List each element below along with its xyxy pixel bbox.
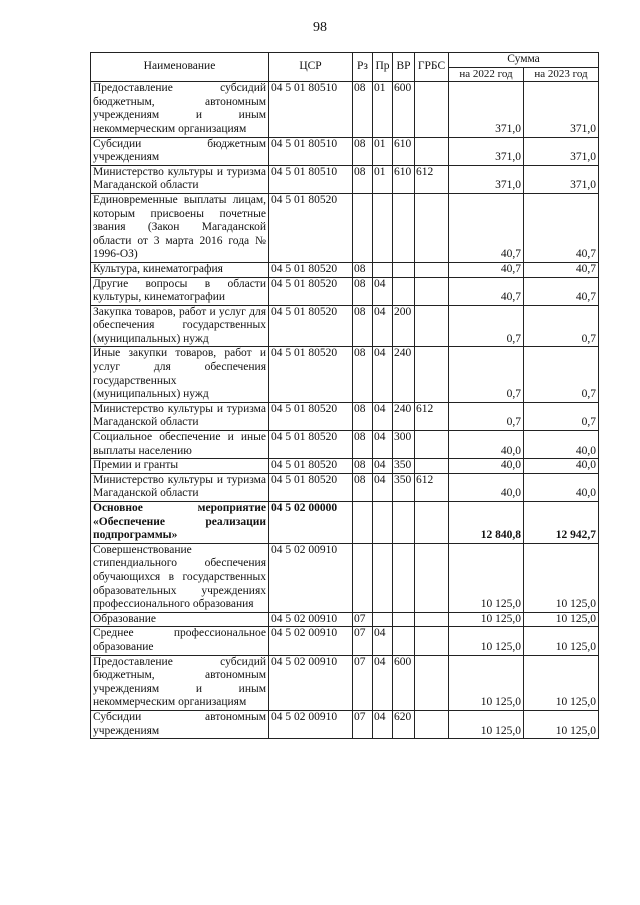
row-pr: 04 — [373, 710, 393, 738]
row-grbs — [415, 262, 449, 277]
row-grbs — [415, 612, 449, 627]
row-rz: 08 — [353, 277, 373, 305]
row-rz: 08 — [353, 347, 373, 402]
row-vr: 600 — [393, 655, 415, 710]
table-row — [91, 459, 599, 474]
row-name: Закупка товаров, работ и услуг для обеспечения государственных (муниципальных) нужд — [91, 305, 269, 347]
row-grbs — [415, 459, 449, 474]
row-sum-2023: 371,0 — [524, 165, 599, 193]
row-sum-2023: 12 942,7 — [524, 502, 599, 544]
header-name: Наименование — [91, 53, 269, 82]
row-sum-2022: 10 125,0 — [449, 612, 524, 627]
row-rz: 08 — [353, 459, 373, 474]
row-grbs: 612 — [415, 165, 449, 193]
row-vr — [393, 193, 415, 262]
row-name: Премии и гранты — [91, 459, 269, 474]
table-row — [91, 82, 599, 137]
table-row — [91, 402, 599, 430]
row-sum-2023: 371,0 — [524, 82, 599, 137]
row-vr: 200 — [393, 305, 415, 347]
row-sum-2022: 40,7 — [449, 262, 524, 277]
row-rz: 08 — [353, 82, 373, 137]
row-grbs — [415, 82, 449, 137]
row-sum-2023: 10 125,0 — [524, 655, 599, 710]
row-pr — [373, 502, 393, 544]
page-number: 98 — [313, 20, 327, 35]
header-year-2023: на 2023 год — [524, 67, 599, 82]
row-grbs — [415, 193, 449, 262]
row-grbs — [415, 655, 449, 710]
row-csr: 04 5 02 00000 — [269, 502, 353, 544]
row-csr: 04 5 01 80520 — [269, 262, 353, 277]
table-row — [91, 305, 599, 347]
row-csr: 04 5 01 80520 — [269, 305, 353, 347]
row-rz: 08 — [353, 473, 373, 501]
table-row — [91, 473, 599, 501]
row-rz — [353, 543, 373, 612]
row-vr: 620 — [393, 710, 415, 738]
row-csr: 04 5 02 00910 — [269, 710, 353, 738]
header-grbs: ГРБС — [415, 53, 449, 82]
row-pr: 04 — [373, 347, 393, 402]
row-name: Субсидии бюджетным учреждениям — [91, 137, 269, 165]
row-sum-2023: 40,7 — [524, 277, 599, 305]
row-rz: 08 — [353, 431, 373, 459]
table-row — [91, 543, 599, 612]
row-vr: 610 — [393, 165, 415, 193]
row-grbs — [415, 347, 449, 402]
row-sum-2023: 40,7 — [524, 193, 599, 262]
header-sum: Сумма — [449, 53, 599, 68]
row-pr: 04 — [373, 305, 393, 347]
row-name: Образование — [91, 612, 269, 627]
row-rz: 07 — [353, 627, 373, 655]
row-grbs — [415, 137, 449, 165]
row-vr: 300 — [393, 431, 415, 459]
row-name: Министерство культуры и туризма Магаданской области — [91, 473, 269, 501]
row-csr: 04 5 02 00910 — [269, 612, 353, 627]
row-name: Социальное обеспечение и иные выплаты населению — [91, 431, 269, 459]
row-name: Министерство культуры и туризма Магаданской области — [91, 165, 269, 193]
header-rz: Рз — [353, 53, 373, 82]
row-name: Основное мероприятие «Обеспечение реализации подпрограммы» — [91, 502, 269, 544]
row-name: Среднее профессиональное образование — [91, 627, 269, 655]
row-pr — [373, 612, 393, 627]
row-sum-2022: 0,7 — [449, 305, 524, 347]
row-vr — [393, 543, 415, 612]
row-vr: 240 — [393, 402, 415, 430]
row-sum-2022: 40,7 — [449, 277, 524, 305]
table-row — [91, 137, 599, 165]
row-csr: 04 5 01 80520 — [269, 473, 353, 501]
row-grbs — [415, 431, 449, 459]
table-row — [91, 262, 599, 277]
row-vr: 350 — [393, 473, 415, 501]
row-name: Министерство культуры и туризма Магаданской области — [91, 402, 269, 430]
row-pr: 04 — [373, 459, 393, 474]
row-grbs — [415, 305, 449, 347]
row-name: Иные закупки товаров, работ и услуг для обеспечения государственных (муниципальных) нужд — [91, 347, 269, 402]
row-pr: 01 — [373, 165, 393, 193]
row-grbs — [415, 710, 449, 738]
row-vr — [393, 262, 415, 277]
row-name: Другие вопросы в области культуры, кинематографии — [91, 277, 269, 305]
budget-table — [90, 52, 599, 739]
row-sum-2023: 0,7 — [524, 305, 599, 347]
row-pr: 04 — [373, 402, 393, 430]
row-pr: 01 — [373, 137, 393, 165]
row-sum-2022: 10 125,0 — [449, 710, 524, 738]
row-grbs — [415, 277, 449, 305]
row-sum-2022: 12 840,8 — [449, 502, 524, 544]
row-sum-2023: 371,0 — [524, 137, 599, 165]
header-row-1 — [91, 53, 599, 68]
row-vr: 600 — [393, 82, 415, 137]
row-vr — [393, 277, 415, 305]
row-sum-2023: 0,7 — [524, 347, 599, 402]
row-sum-2022: 40,0 — [449, 459, 524, 474]
header-vr: ВР — [393, 53, 415, 82]
row-csr: 04 5 01 80520 — [269, 431, 353, 459]
row-csr: 04 5 02 00910 — [269, 627, 353, 655]
table-row — [91, 710, 599, 738]
row-name: Субсидии автономным учреждениям — [91, 710, 269, 738]
row-grbs: 612 — [415, 473, 449, 501]
row-sum-2022: 371,0 — [449, 137, 524, 165]
row-vr — [393, 627, 415, 655]
row-rz: 07 — [353, 655, 373, 710]
row-grbs: 612 — [415, 402, 449, 430]
row-sum-2022: 371,0 — [449, 165, 524, 193]
row-rz — [353, 502, 373, 544]
row-vr — [393, 612, 415, 627]
row-pr — [373, 543, 393, 612]
row-rz: 08 — [353, 165, 373, 193]
row-pr: 04 — [373, 277, 393, 305]
row-sum-2022: 10 125,0 — [449, 655, 524, 710]
table-row — [91, 502, 599, 544]
row-rz: 08 — [353, 305, 373, 347]
row-sum-2023: 40,0 — [524, 431, 599, 459]
header-pr: Пр — [373, 53, 393, 82]
row-pr: 04 — [373, 655, 393, 710]
row-csr: 04 5 01 80510 — [269, 82, 353, 137]
table-row — [91, 347, 599, 402]
row-csr: 04 5 02 00910 — [269, 655, 353, 710]
row-pr: 04 — [373, 627, 393, 655]
row-rz: 07 — [353, 710, 373, 738]
table-body — [91, 82, 599, 739]
row-grbs — [415, 627, 449, 655]
row-sum-2022: 40,7 — [449, 193, 524, 262]
row-name: Предоставление субсидий бюджетным, автономным учреждениям и иным некоммерческим организациям — [91, 655, 269, 710]
row-rz: 08 — [353, 402, 373, 430]
row-sum-2022: 0,7 — [449, 347, 524, 402]
budget-table-frame — [90, 52, 598, 739]
row-csr: 04 5 01 80510 — [269, 165, 353, 193]
table-row — [91, 627, 599, 655]
row-csr: 04 5 01 80520 — [269, 193, 353, 262]
row-sum-2022: 10 125,0 — [449, 543, 524, 612]
row-sum-2022: 40,0 — [449, 473, 524, 501]
row-sum-2023: 0,7 — [524, 402, 599, 430]
row-vr: 240 — [393, 347, 415, 402]
row-csr: 04 5 01 80520 — [269, 402, 353, 430]
header-csr: ЦСР — [269, 53, 353, 82]
row-sum-2022: 0,7 — [449, 402, 524, 430]
row-csr: 04 5 02 00910 — [269, 543, 353, 612]
row-pr: 01 — [373, 82, 393, 137]
row-pr: 04 — [373, 431, 393, 459]
row-sum-2023: 40,0 — [524, 459, 599, 474]
row-sum-2022: 40,0 — [449, 431, 524, 459]
row-sum-2023: 10 125,0 — [524, 612, 599, 627]
row-csr: 04 5 01 80520 — [269, 347, 353, 402]
row-name: Культура, кинематография — [91, 262, 269, 277]
header-year-2022: на 2022 год — [449, 67, 524, 82]
row-vr — [393, 502, 415, 544]
row-csr: 04 5 01 80520 — [269, 459, 353, 474]
row-name: Совершенствование стипендиального обеспечения обучающихся в государственных образовательных учреждениях профессионального образования — [91, 543, 269, 612]
row-pr: 04 — [373, 473, 393, 501]
row-vr: 610 — [393, 137, 415, 165]
row-rz: 07 — [353, 612, 373, 627]
row-csr: 04 5 01 80510 — [269, 137, 353, 165]
row-sum-2023: 10 125,0 — [524, 543, 599, 612]
row-sum-2023: 10 125,0 — [524, 710, 599, 738]
row-sum-2022: 371,0 — [449, 82, 524, 137]
row-name: Предоставление субсидий бюджетным, автономным учреждениям и иным некоммерческим организациям — [91, 82, 269, 137]
row-sum-2023: 10 125,0 — [524, 627, 599, 655]
row-pr — [373, 193, 393, 262]
row-pr — [373, 262, 393, 277]
table-row — [91, 165, 599, 193]
row-vr: 350 — [393, 459, 415, 474]
row-name: Единовременные выплаты лицам, которым присвоены почетные звания (Закон Магаданской области от 3 марта 2016 года № 1996-ОЗ) — [91, 193, 269, 262]
row-grbs — [415, 502, 449, 544]
row-sum-2023: 40,7 — [524, 262, 599, 277]
row-grbs — [415, 543, 449, 612]
row-rz: 08 — [353, 262, 373, 277]
table-row — [91, 431, 599, 459]
row-sum-2023: 40,0 — [524, 473, 599, 501]
row-rz — [353, 193, 373, 262]
table-row — [91, 612, 599, 627]
table-row — [91, 655, 599, 710]
table-row — [91, 277, 599, 305]
row-sum-2022: 10 125,0 — [449, 627, 524, 655]
row-csr: 04 5 01 80520 — [269, 277, 353, 305]
row-rz: 08 — [353, 137, 373, 165]
table-row — [91, 193, 599, 262]
